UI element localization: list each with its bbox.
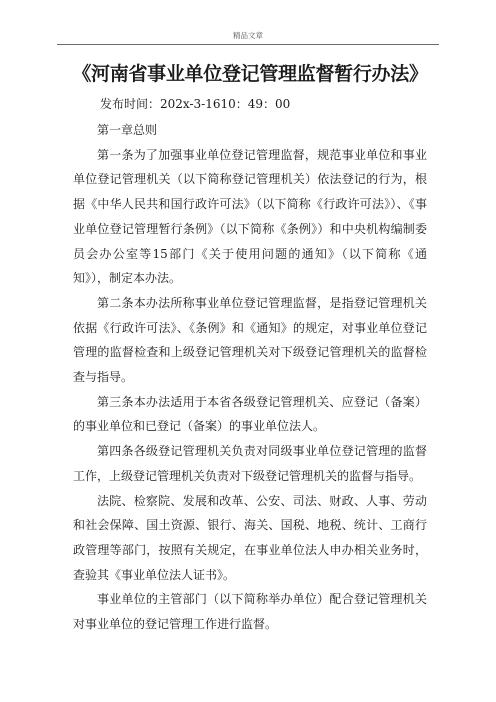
header-label: 精品文章 — [233, 31, 263, 40]
document-title: 《河南省事业单位登记管理监督暂行办法》 — [72, 63, 428, 85]
article-paragraph: 第四条各级登记管理机关负责对同级事业单位登记管理的监督工作，上级登记管理机关负责对下级登记管理机关的监督与指导。 — [73, 444, 427, 483]
page-header — [0, 0, 496, 46]
article-paragraph: 事业单位的主管部门（以下简称举办单位）配合登记管理机关对事业单位的登记管理工作进行监督。 — [73, 592, 427, 632]
article-paragraph: 第三条本办法适用于本省各级登记管理机关、应登记（备案）的事业单位和已登记（备案）的事业单位法人。 — [73, 394, 427, 434]
article-paragraph: 第二条本办法所称事业单位登记管理监督，是指登记管理机关依据《行政许可法》、《条例》和《通知》的规定，对事业单位登记管理的监督检查和上级登记管理机关对下级登记管理机关的监督检查与指导。 — [73, 295, 427, 385]
article-paragraph: 第一条为了加强事业单位登记管理监督，规范事业单位和事业单位登记管理机关（以下简称登记管理机关）依法登记的行为，根据《中华人民共和国行政许可法》（以下简称《行政许可法》）、《事业单位登记管理暂行条例》（以下简称《条例》）和中央机构编制委员会办公室等15部门《关于使用问题的通知》（以下简称《通知》），制定本办法。 — [73, 147, 427, 286]
chapter-heading: 第一章总则 — [97, 123, 158, 137]
document-body — [73, 58, 427, 637]
publish-time: 发布时间：202x-3-1610：49：00 — [100, 97, 291, 111]
article-paragraph: 法院、检察院、发展和改革、公安、司法、财政、人事、劳动和社会保障、国土资源、银行、海关、国税、地税、统计、工商行政管理等部门，按照有关规定，在事业单位法人申办相关业务时，查验其《事业单位法人证书》。 — [73, 493, 427, 582]
header-divider — [57, 44, 439, 45]
